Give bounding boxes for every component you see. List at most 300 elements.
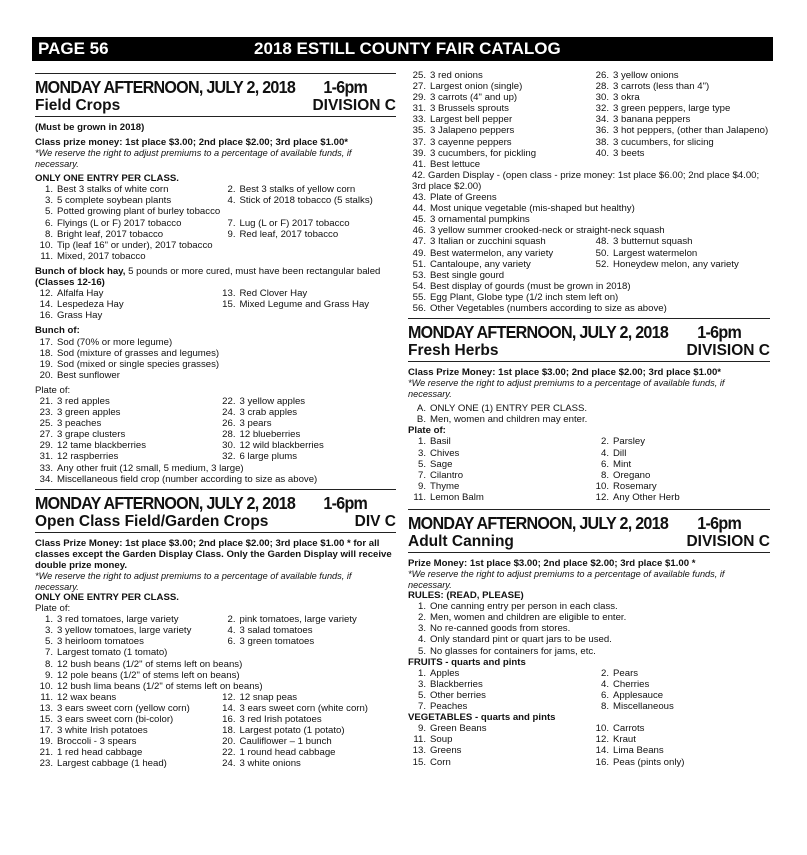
field-crops-date-header: [35, 77, 367, 97]
class-label: 3 cayenne peppers: [430, 136, 512, 148]
class-number: 3.: [417, 678, 426, 690]
class-item: [408, 668, 587, 679]
class-number: 42.: [412, 169, 426, 181]
class-item: [35, 625, 214, 636]
class-label: Miscellaneous field crop (number according to size as above): [57, 473, 318, 485]
class-number: 10.: [39, 239, 53, 251]
class-list: [408, 159, 770, 170]
divider: [35, 73, 396, 74]
class-label: 3 carrots (less than 4"): [613, 81, 710, 93]
section-division: DIVISION C: [312, 97, 396, 114]
class-item: [408, 92, 587, 103]
class-label: 3 grape clusters: [57, 429, 126, 441]
class-label: Miscellaneous: [613, 701, 674, 713]
must-grown-note: (Must be grown in 2018): [35, 122, 145, 133]
class-label: 12 raspberries: [57, 451, 119, 463]
class-label: Largest bell pepper: [430, 114, 513, 126]
class-number: 27.: [412, 81, 426, 93]
class-item: [218, 625, 397, 636]
left-column: [35, 71, 396, 770]
class-list: [408, 723, 770, 767]
class-label: Cantaloupe, any variety: [430, 258, 531, 270]
class-number: 41.: [412, 158, 426, 170]
class-item: [408, 236, 587, 247]
class-number: 18.: [39, 347, 53, 359]
class-list: [408, 436, 770, 503]
class-label: Honeydew melon, any variety: [613, 258, 739, 270]
class-number: 40.: [595, 147, 609, 159]
class-number: 5.: [417, 645, 426, 657]
section-date: MONDAY AFTERNOON, JULY 2, 2018: [35, 492, 296, 513]
class-item: [408, 723, 587, 734]
class-item: [218, 418, 397, 429]
class-number: 46.: [412, 225, 426, 237]
class-item: [35, 370, 396, 381]
class-item: [35, 396, 214, 407]
class-label: Flyings (L or F) 2017 tobacco: [57, 217, 182, 229]
class-number: 38.: [595, 136, 609, 148]
class-number: 10.: [595, 480, 609, 492]
class-number: 8.: [600, 701, 609, 713]
class-item: [591, 723, 770, 734]
class-number: 7.: [44, 647, 53, 659]
section-time: 1-6pm: [697, 513, 742, 533]
class-label: 3 cucumbers, for pickling: [430, 147, 537, 159]
class-label: Sod (70% or more legume): [57, 336, 173, 348]
class-label: Applesauce: [613, 689, 664, 701]
class-number: 11.: [40, 691, 53, 703]
class-number: 9.: [227, 228, 236, 240]
class-number: 14.: [39, 299, 53, 311]
class-item: [408, 459, 587, 470]
class-item: [35, 659, 396, 670]
class-label: 3 ornamental pumpkins: [430, 214, 530, 226]
class-number: 15.: [412, 756, 426, 768]
class-label: Best display of gourds (must be grown in 2018): [430, 280, 631, 292]
class-label: 3 red tomatoes, large variety: [57, 614, 179, 626]
class-number: 15.: [222, 299, 236, 311]
reserve-note: *We reserve the right to adjust premiums to a percentage of available funds, if necessary.: [408, 378, 725, 399]
class-item: [591, 148, 770, 159]
class-number: 37.: [412, 136, 426, 148]
section-division: DIVISION C: [686, 533, 770, 550]
class-label: 3 green peppers, large type: [613, 103, 731, 115]
class-item: [408, 303, 770, 314]
class-number: 34.: [39, 473, 53, 485]
class-number: 11.: [413, 491, 426, 503]
class-number: 48.: [595, 236, 609, 248]
class-item: [408, 125, 587, 136]
class-label: Lespedeza Hay: [57, 299, 124, 311]
class-item: [35, 463, 396, 474]
class-item: [591, 448, 770, 459]
class-label: 3 red apples: [57, 395, 110, 407]
class-item: [591, 81, 770, 92]
class-item: [218, 184, 397, 195]
class-item: [35, 647, 396, 658]
class-number: 49.: [412, 247, 426, 259]
class-number: 10.: [595, 723, 609, 735]
class-number: 4.: [600, 447, 609, 459]
class-number: 19.: [39, 358, 53, 370]
class-number: 1.: [417, 436, 426, 448]
class-item: [408, 70, 587, 81]
herbs-date-header: [408, 322, 741, 342]
herbs-title: [408, 342, 770, 362]
class-number: 4.: [417, 634, 426, 646]
class-label: 3 ears sweet corn (white corn): [239, 702, 368, 714]
class-label: 3 crab apples: [239, 407, 298, 419]
open-class-title: [35, 513, 396, 533]
class-number: 13.: [222, 288, 236, 300]
class-list: [35, 692, 396, 770]
class-number: 3.: [417, 623, 426, 635]
class-number: 20.: [39, 369, 53, 381]
class-label: Stick of 2018 tobacco (5 stalks): [239, 195, 373, 207]
class-label: 3 white onions: [239, 758, 301, 770]
class-item: [35, 714, 214, 725]
class-list: [35, 206, 396, 217]
class-item: [35, 337, 396, 348]
class-item: [408, 148, 587, 159]
class-label: Any other fruit (12 small, 5 medium, 3 large): [57, 462, 244, 474]
class-label: 3 green apples: [57, 407, 121, 419]
class-item: [591, 125, 770, 136]
rules-heading: RULES: (READ, PLEASE): [408, 590, 524, 602]
catalog-page: [32, 37, 773, 847]
class-number: 23.: [39, 758, 53, 770]
class-number: 7.: [417, 701, 426, 713]
class-number: 25.: [412, 70, 426, 81]
class-label: Mint: [613, 458, 632, 470]
class-label: Basil: [430, 436, 451, 448]
section-time: 1-6pm: [323, 492, 368, 513]
prize-money: Prize Money: 1st place $3.00; 2nd place $2.00; 3rd place $1.00 *: [408, 558, 696, 569]
class-label: 12 blueberries: [239, 429, 301, 441]
class-item: [408, 259, 587, 270]
hay-classes: (Classes 12-16): [35, 277, 105, 289]
class-number: 12.: [595, 734, 609, 746]
section-name: Field Crops: [35, 97, 121, 114]
class-number: 54.: [412, 280, 426, 292]
class-label: Mixed Legume and Grass Hay: [239, 299, 370, 311]
class-number: 1.: [417, 601, 426, 613]
class-number: 3.: [44, 195, 53, 207]
class-item: [35, 451, 214, 462]
class-item: [35, 758, 214, 769]
class-label: Other Vegetables (numbers according to size as above): [430, 302, 667, 314]
class-item: [408, 81, 587, 92]
class-number: 7.: [227, 217, 236, 229]
class-number: 23.: [39, 407, 53, 419]
class-number: 36.: [595, 125, 609, 137]
class-item: [35, 681, 396, 692]
class-label: 12 bush beans (1/2" of stems left on beans): [57, 658, 243, 670]
class-item: [218, 725, 397, 736]
class-list: [35, 184, 396, 206]
class-item: [218, 714, 397, 725]
class-label: Garden Display - (open class - prize money: 1st place $6.00; 2nd place $4.00; 3rd place $2.00): [412, 169, 760, 192]
class-label: Cilantro: [430, 469, 464, 481]
class-number: 2.: [227, 614, 236, 626]
class-label: Grass Hay: [57, 310, 103, 322]
class-item: [35, 614, 214, 625]
class-list: [35, 396, 396, 463]
divider: [408, 509, 770, 510]
class-label: ONLY ONE (1) ENTRY PER CLASS.: [430, 403, 588, 415]
class-item: [218, 614, 397, 625]
class-list: [35, 240, 396, 262]
bunch-heading: Bunch of:: [35, 325, 80, 337]
class-list: [35, 337, 396, 381]
class-list: [408, 668, 770, 712]
class-item: [218, 747, 397, 758]
class-label: Oregano: [613, 469, 651, 481]
class-label: 3 butternut squash: [613, 236, 693, 248]
class-label: 3 red Irish potatoes: [239, 714, 322, 726]
class-item: [591, 436, 770, 447]
one-entry-note: ONLY ONE ENTRY PER CLASS.: [35, 173, 179, 185]
section-division: DIV C: [354, 512, 396, 530]
plate-heading: Plate of:: [408, 425, 446, 437]
class-item: [591, 757, 770, 768]
class-label: Sage: [430, 458, 453, 470]
class-number: 15.: [39, 714, 53, 726]
class-label: Dill: [613, 447, 627, 459]
class-label: 12 wild blackberries: [239, 440, 324, 452]
class-item: [408, 270, 770, 281]
page-number: PAGE 56: [38, 39, 109, 58]
class-item: [218, 288, 397, 299]
section-time: 1-6pm: [697, 322, 742, 343]
class-item: [591, 690, 770, 701]
class-item: [35, 206, 396, 217]
class-number: 5.: [44, 636, 53, 648]
class-item: [35, 747, 214, 758]
class-number: 21.: [39, 747, 53, 759]
class-item: [35, 670, 396, 681]
prize-money: Class prize money: 1st place $3.00; 2nd place $2.00; 3rd place $1.00*: [35, 137, 349, 149]
class-label: 3 salad tomatoes: [239, 625, 313, 637]
class-item: [35, 240, 396, 251]
catalog-title: 2018 ESTILL COUNTY FAIR CATALOG: [254, 39, 561, 58]
class-number: 16.: [595, 756, 609, 768]
class-number: 31.: [412, 103, 426, 115]
class-item: [35, 218, 214, 229]
class-number: 14.: [595, 745, 609, 757]
class-item: [35, 440, 214, 451]
class-number: 24.: [222, 758, 236, 770]
class-item: [408, 203, 770, 214]
hay-head: Bunch of block hay,: [35, 265, 126, 277]
class-item: [35, 195, 214, 206]
class-item: [408, 114, 587, 125]
class-number: 20.: [222, 736, 236, 748]
class-number: 44.: [412, 203, 426, 215]
open-class-date-header: [35, 493, 367, 513]
class-label: No re-canned goods from stores.: [430, 623, 571, 635]
class-number: 55.: [412, 291, 426, 303]
class-label: 3 banana peppers: [613, 114, 691, 126]
class-item: [408, 103, 587, 114]
class-item: [408, 448, 587, 459]
class-list: [35, 614, 396, 647]
class-label: Largest onion (single): [430, 81, 523, 93]
class-list: [408, 192, 770, 236]
class-item: [591, 734, 770, 745]
class-label: 3 carrots (4" and up): [430, 92, 518, 104]
class-item: [591, 259, 770, 270]
class-label: Tip (leaf 16" or under), 2017 tobacco: [57, 239, 213, 251]
page-banner: [32, 37, 773, 61]
hay-heading: [35, 266, 396, 277]
class-item: [218, 195, 397, 206]
class-label: [240, 310, 397, 321]
class-number: 56.: [412, 302, 426, 314]
class-item: [218, 692, 397, 703]
class-label: Bright leaf, 2017 tobacco: [57, 228, 164, 240]
class-number: 13.: [39, 702, 53, 714]
class-list: [408, 270, 770, 314]
class-item: [408, 690, 587, 701]
class-number: 33.: [412, 114, 426, 126]
class-number: [218, 310, 240, 321]
class-item: [591, 92, 770, 103]
class-item: [218, 396, 397, 407]
class-item: [408, 292, 770, 303]
class-number: 7.: [417, 469, 426, 481]
class-number: 9.: [44, 669, 53, 681]
class-number: 17.: [39, 725, 53, 737]
class-item: [408, 745, 587, 756]
class-label: 3 yellow apples: [239, 395, 306, 407]
class-item: [408, 470, 587, 481]
class-item: [408, 679, 587, 690]
class-number: 21.: [39, 395, 53, 407]
class-label: Men, women and children may enter.: [430, 414, 588, 426]
class-label: Best lettuce: [430, 158, 481, 170]
class-item: [218, 636, 397, 647]
class-label: Largest tomato (1 tomato): [57, 647, 168, 659]
class-label: 3 okra: [613, 92, 640, 104]
hay-text: 5 pounds or more cured, must have been rectangular baled: [125, 265, 381, 277]
class-number: 3.: [417, 447, 426, 459]
class-item: [35, 359, 396, 370]
class-list: [35, 463, 396, 485]
class-item: [218, 451, 397, 462]
class-label: Apples: [430, 667, 460, 679]
right-column: [408, 70, 770, 768]
class-item: [408, 137, 587, 148]
class-label: 3 yellow tomatoes, large variety: [57, 625, 192, 637]
class-item: [35, 310, 214, 321]
class-item: [35, 288, 214, 299]
class-number: 2.: [600, 667, 609, 679]
class-item: [35, 299, 214, 310]
class-item: [218, 229, 397, 240]
class-number: 5.: [44, 206, 53, 218]
class-item: [218, 407, 397, 418]
class-label: Best sunflower: [57, 369, 120, 381]
class-item: [35, 429, 214, 440]
class-label: Kraut: [613, 734, 636, 746]
class-item: [408, 757, 587, 768]
class-number: 26.: [595, 70, 609, 81]
class-label: Blackberries: [430, 678, 483, 690]
field-crops-title: [35, 97, 396, 117]
class-number: 16.: [39, 310, 53, 322]
class-item: [591, 103, 770, 114]
class-label: Cherries: [613, 678, 650, 690]
class-label: 5 complete soybean plants: [57, 195, 172, 207]
class-number: 25.: [39, 418, 53, 430]
class-label: 6 large plums: [239, 451, 298, 463]
class-label: Red leaf, 2017 tobacco: [239, 228, 339, 240]
class-number: 32.: [595, 103, 609, 115]
class-item: [408, 492, 587, 503]
section-name: Adult Canning: [408, 533, 514, 550]
class-number: 11.: [413, 734, 426, 746]
class-item: [35, 703, 214, 714]
class-number: 4.: [227, 625, 236, 637]
class-item: [591, 459, 770, 470]
class-number: 50.: [595, 247, 609, 259]
class-number: 28.: [222, 429, 236, 441]
class-label: Best watermelon, any variety: [430, 247, 554, 259]
class-item: [218, 218, 397, 229]
class-item: [218, 310, 397, 321]
class-number: 6.: [600, 458, 609, 470]
class-item: [218, 758, 397, 769]
rules-list: [408, 601, 770, 656]
class-item: [408, 734, 587, 745]
class-number: 27.: [39, 429, 53, 441]
class-number: 6.: [600, 689, 609, 701]
class-number: 18.: [222, 725, 236, 737]
class-label: 3 white Irish potatoes: [57, 725, 148, 737]
class-label: Any Other Herb: [613, 491, 680, 503]
class-number: 19.: [39, 736, 53, 748]
class-label: 12 bush lima beans (1/2" of stems left on beans): [57, 680, 263, 692]
class-item: [218, 299, 397, 310]
class-label: Sod (mixture of grasses and legumes): [57, 347, 220, 359]
class-label: Peaches: [430, 701, 468, 713]
class-number: 5.: [417, 689, 426, 701]
class-label: pink tomatoes, large variety: [239, 614, 357, 626]
class-label: Thyme: [430, 480, 460, 492]
class-label: 3 Italian or zucchini squash: [430, 236, 546, 248]
class-item: [591, 701, 770, 712]
class-item: [408, 436, 587, 447]
class-number: 39.: [412, 147, 426, 159]
class-label: Best 3 stalks of yellow corn: [239, 184, 356, 196]
section-date: MONDAY AFTERNOON, JULY 2, 2018: [35, 77, 296, 97]
class-item: [35, 736, 214, 747]
class-label: 3 cucumbers, for slicing: [613, 136, 714, 148]
vegetables-heading: VEGETABLES - quarts and pints: [408, 712, 556, 724]
class-item: [408, 701, 587, 712]
class-list: [408, 70, 770, 159]
class-label: Largest potato (1 potato): [239, 725, 345, 737]
class-number: 1.: [417, 667, 426, 679]
class-label: Other berries: [430, 689, 486, 701]
class-label: One canning entry per person in each class.: [430, 601, 618, 613]
class-label: Potted growing plant of burley tobacco: [57, 206, 221, 218]
class-item: [408, 646, 770, 657]
class-label: Greens: [430, 745, 462, 757]
plate-heading: Plate of:: [35, 603, 71, 615]
class-item: [218, 703, 397, 714]
